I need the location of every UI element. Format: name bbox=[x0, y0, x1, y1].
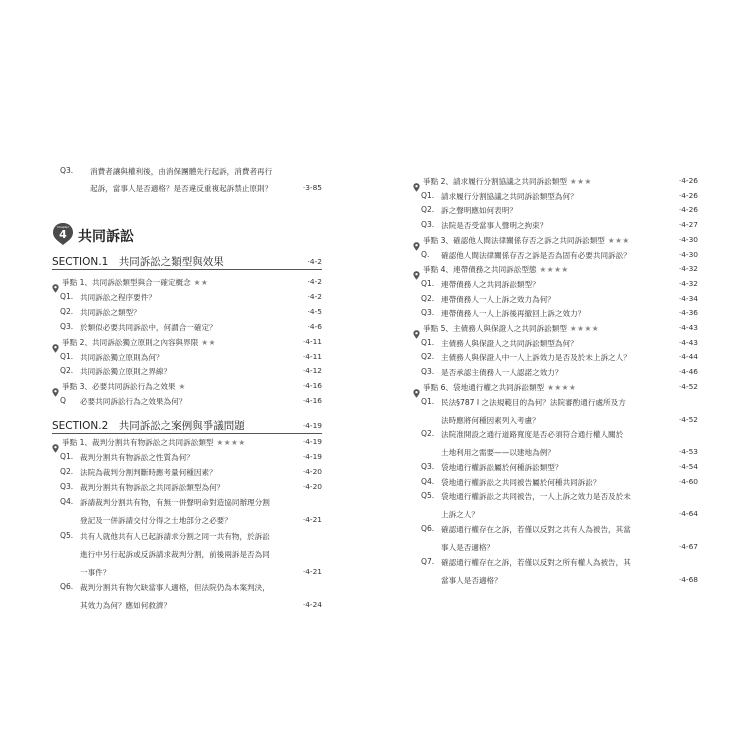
page-number: ‧4-19 bbox=[302, 421, 322, 430]
question-text: 共同訴訟獨立原則之界線？ bbox=[80, 367, 172, 377]
issue-title: 爭點 2、請求履行分割協議之共同訴訟類型 ★★★ bbox=[423, 177, 592, 186]
location-pin-icon bbox=[413, 236, 420, 245]
question-number: Q2. bbox=[60, 366, 74, 376]
difficulty-stars: ★★ bbox=[198, 337, 216, 347]
issue-title: 爭點 2、共同訴訟獨立原則之內容與界限 ★★ bbox=[62, 337, 216, 347]
chapter-badge-icon bbox=[52, 222, 74, 246]
page-number: ‧4-21 bbox=[302, 566, 322, 576]
page-number: ‧4-46 bbox=[678, 367, 698, 377]
page-number: ‧4-32 bbox=[678, 278, 698, 288]
page-number: ‧4-5 bbox=[307, 306, 322, 316]
question-text: 袋地通行權訴訟之共同被告屬於何種共同訴訟？ bbox=[441, 477, 601, 487]
page-number: ‧4-30 bbox=[678, 249, 698, 259]
page-number: ‧4-2 bbox=[307, 277, 322, 286]
page-number: ‧4-60 bbox=[678, 476, 698, 486]
page-number: ‧4-2 bbox=[307, 257, 322, 266]
question-text: 民法§787 I 之法規範目的為何？法院審酌通行處所及方 bbox=[441, 397, 626, 407]
page-number: ‧4-26 bbox=[678, 190, 698, 200]
question-text: 主債務人與保證人之共同訴訟類型為何？ bbox=[441, 338, 578, 348]
page-number: ‧4-44 bbox=[678, 352, 698, 362]
page-number: ‧4-30 bbox=[678, 234, 698, 244]
question-number: Q1. bbox=[60, 351, 74, 361]
question-text: 一事件？ bbox=[80, 567, 111, 577]
issue-title: 爭點 6、袋地通行權之共同訴訟類型 ★★★★ bbox=[423, 382, 577, 392]
question-text: 共同訴訟獨立原則為何？ bbox=[80, 352, 164, 362]
page-number: ‧4-67 bbox=[678, 542, 698, 551]
page-number: ‧4-43 bbox=[678, 337, 698, 347]
section-rule bbox=[52, 269, 322, 270]
difficulty-stars: ★★★ bbox=[566, 177, 592, 186]
page-number: ‧4-20 bbox=[302, 467, 322, 477]
page-number: ‧4-34 bbox=[678, 293, 698, 303]
page-number: ‧4-26 bbox=[678, 205, 698, 215]
question-number: Q1. bbox=[421, 337, 435, 347]
location-pin-icon bbox=[52, 278, 59, 287]
question-number: Q2. bbox=[60, 467, 74, 477]
difficulty-stars: ★★★★ bbox=[213, 438, 246, 447]
page-number: ‧4-6 bbox=[307, 321, 322, 331]
question-text: 主債務人與保證人中一人上訴效力是否及於未上訴之人？ bbox=[441, 353, 631, 363]
page-number: ‧4-2 bbox=[307, 291, 322, 301]
page-number: ‧4-16 bbox=[302, 396, 322, 406]
page-number: ‧4-16 bbox=[302, 381, 322, 391]
question-text: 確認他人間法律關係存否之訴是否為固有必要共同訴訟？ bbox=[441, 250, 631, 260]
question-number: Q2. bbox=[60, 306, 74, 316]
question-text: 請求履行分割協議之共同訴訟類型為何？ bbox=[441, 191, 578, 201]
question-text: 消費者讓與權利後，由消保團體先行起訴，消費者再行 bbox=[90, 167, 273, 176]
location-pin-icon bbox=[52, 382, 59, 391]
difficulty-stars: ★★ bbox=[190, 278, 209, 287]
question-text: 必要共同訴訟行為之效果為何？ bbox=[80, 397, 187, 407]
issue-title: 爭點 3、必要共同訴訟行為之效果 ★ bbox=[62, 382, 186, 392]
question-text: 起訴，當事人是否適格？是否違反重複起訴禁止原則？ bbox=[90, 184, 273, 193]
page-number: ‧4-54 bbox=[678, 461, 698, 471]
page-number: ‧3-85 bbox=[302, 183, 322, 192]
question-text: 連帶債務人一人上訴之效力為何？ bbox=[441, 294, 555, 304]
question-text: 土地利用之需要——以建地為例？ bbox=[441, 448, 555, 458]
page-number: ‧4-11 bbox=[302, 351, 322, 361]
page-number: ‧4-36 bbox=[678, 308, 698, 318]
location-pin-icon bbox=[413, 265, 420, 274]
question-number: Q1. bbox=[421, 396, 435, 406]
location-pin-icon bbox=[52, 338, 59, 347]
page-number: ‧4-64 bbox=[678, 509, 698, 519]
page-number: ‧4-21 bbox=[302, 515, 322, 525]
question-number: Q1. bbox=[421, 190, 435, 200]
difficulty-stars: ★ bbox=[175, 382, 186, 392]
difficulty-stars: ★★★★ bbox=[566, 324, 600, 333]
question-text: 其效力為何？應如何救濟？ bbox=[80, 600, 172, 610]
issue-title: 爭點 1、裁判分割共有物訴訟之共同訴訟類型 ★★★★ bbox=[62, 438, 246, 447]
question-text: 當事人是否適格？ bbox=[441, 575, 502, 585]
question-number: Q3. bbox=[421, 461, 435, 471]
question-text: 確認通行權存在之訴，若僅以反對之所有權人為被告，其 bbox=[441, 557, 631, 567]
difficulty-stars: ★★★★ bbox=[536, 265, 569, 275]
question-number: Q bbox=[60, 396, 66, 406]
question-text: 事人是否適格？ bbox=[441, 543, 495, 552]
page-number: ‧4-12 bbox=[302, 366, 322, 376]
section-heading bbox=[52, 418, 322, 432]
question-number: Q1. bbox=[60, 291, 74, 301]
question-text: 連帶債務人之共同訴訟類型？ bbox=[441, 279, 540, 289]
section-heading bbox=[52, 254, 322, 268]
question-number: Q3. bbox=[60, 482, 74, 492]
question-text: 袋地通行權訴訟屬於何種訴訟類型？ bbox=[441, 462, 563, 472]
section-title: SECTION.2 共同訴訟之案例與爭議問題 bbox=[52, 420, 245, 432]
question-text: 共同訴訟之類型？ bbox=[80, 307, 141, 317]
question-number: Q4. bbox=[421, 476, 435, 486]
question-text: 裁判分割共有物訴訟之共同訴訟類型為何？ bbox=[80, 483, 225, 493]
question-text: 於類似必要共同訴訟中，何謂合一確定？ bbox=[80, 322, 217, 332]
question-number: Q6. bbox=[421, 524, 435, 533]
page-number: ‧4-27 bbox=[678, 220, 698, 230]
page-number: ‧4-52 bbox=[678, 414, 698, 424]
section-title: SECTION.1 共同訴訟之類型與效果 bbox=[52, 256, 224, 268]
question-number: Q6. bbox=[60, 581, 74, 591]
page-number: ‧4-24 bbox=[302, 599, 322, 609]
page-number: ‧4-19 bbox=[302, 437, 322, 446]
chapter-title: 共同訴訟 bbox=[78, 229, 134, 245]
question-text: 進行中另行起訴或反訴請求裁判分割，前後兩訴是否為同 bbox=[80, 549, 270, 559]
question-number: Q2. bbox=[421, 429, 435, 439]
section-rule bbox=[52, 433, 322, 434]
question-text: 法院是否受當事人聲明之拘束？ bbox=[441, 221, 548, 231]
page-number: ‧4-20 bbox=[302, 482, 322, 492]
question-text: 訴請裁判分割共有物，有無一併聲明命對造協同辦理分割 bbox=[80, 498, 270, 508]
page-number: ‧4-32 bbox=[678, 264, 698, 274]
question-number: Q3. bbox=[60, 321, 74, 331]
question-number: Q5. bbox=[421, 491, 435, 501]
question-text: 登記及一併訴請交付分得之土地部分之必要？ bbox=[80, 516, 232, 526]
page-number: ‧4-52 bbox=[678, 381, 698, 391]
location-pin-icon bbox=[413, 324, 420, 333]
question-number: Q5. bbox=[60, 530, 74, 540]
question-text: 裁判分割共有物訴訟之性質為何？ bbox=[80, 453, 194, 463]
question-text: 法時應將何種因素列入考慮？ bbox=[441, 415, 540, 425]
question-text: 共同訴訟之程序要件？ bbox=[80, 292, 156, 302]
question-number: Q1. bbox=[421, 278, 435, 288]
question-text: 連帶債務人一人上訴後再撤回上訴之效力？ bbox=[441, 309, 586, 319]
location-pin-icon bbox=[52, 438, 59, 447]
question-number: Q. bbox=[421, 249, 430, 259]
svg-text:Chapter: Chapter bbox=[57, 225, 69, 229]
question-number: Q2. bbox=[421, 205, 435, 215]
svg-text:4: 4 bbox=[59, 228, 67, 241]
question-text: 法院為裁判分割判斷時應考量何種因素？ bbox=[80, 468, 217, 478]
question-text: 共有人就他共有人已起訴請求分割之同一共有物，於訴訟 bbox=[80, 531, 270, 541]
question-number: Q2. bbox=[421, 352, 435, 362]
issue-title: 爭點 1、共同訴訟類型與合一確定概念 ★★ bbox=[62, 278, 209, 287]
issue-title: 爭點 3、確認他人間法律關係存否之訴之共同訴訟類型 ★★★ bbox=[423, 235, 630, 245]
question-number: Q3. bbox=[421, 220, 435, 230]
question-text: 訴之聲明應如何表明？ bbox=[441, 206, 517, 216]
question-number: Q1. bbox=[60, 452, 74, 462]
page-number: ‧4-43 bbox=[678, 323, 698, 332]
question-number: Q3. bbox=[60, 166, 74, 175]
question-number: Q4. bbox=[60, 497, 74, 507]
difficulty-stars: ★★★ bbox=[604, 235, 630, 245]
question-text: 法院准開設之通行道路寬度是否必須符合通行權人關於 bbox=[441, 430, 624, 440]
question-number: Q3. bbox=[421, 367, 435, 377]
issue-title: 爭點 4、連帶債務之共同訴訟型態 ★★★★ bbox=[423, 265, 569, 275]
question-number: Q7. bbox=[421, 556, 435, 566]
page-number: ‧4-26 bbox=[678, 176, 698, 185]
question-text: 上訴之人？ bbox=[441, 510, 479, 520]
page-number: ‧4-11 bbox=[302, 336, 322, 346]
question-text: 裁判分割共有物欠缺當事人適格，但法院仍為本案判決， bbox=[80, 582, 270, 592]
question-text: 是否承認主債務人一人認諾之效力？ bbox=[441, 368, 563, 378]
question-text: 袋地通行權訴訟之共同被告，一人上訴之效力是否及於未 bbox=[441, 492, 631, 502]
question-text: 確認通行權存在之訴，若僅以反對之共有人為被告，其當 bbox=[441, 525, 631, 534]
question-number: Q2. bbox=[421, 293, 435, 303]
page-number: ‧4-53 bbox=[678, 447, 698, 457]
page-number: ‧4-19 bbox=[302, 452, 322, 462]
question-number: Q3. bbox=[421, 308, 435, 318]
location-pin-icon bbox=[413, 383, 420, 392]
difficulty-stars: ★★★★ bbox=[544, 382, 577, 392]
location-pin-icon bbox=[413, 177, 420, 186]
page-number: ‧4-68 bbox=[678, 574, 698, 584]
issue-title: 爭點 5、主債務人與保證人之共同訴訟類型 ★★★★ bbox=[423, 324, 600, 333]
